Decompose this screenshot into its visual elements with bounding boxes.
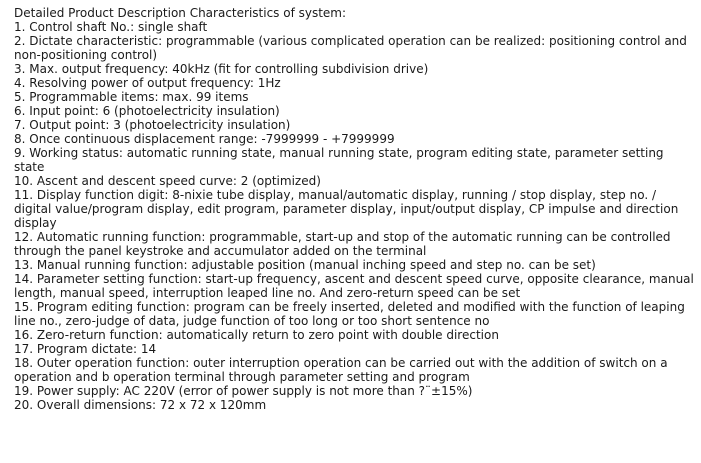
list-item-2: 2. Dictate characteristic: programmable (various complicated operation can be realized: positioning control and non-positioning control) <box>14 34 691 62</box>
list-item-6: 6. Input point: 6 (photoelectricity insulation) <box>14 104 280 118</box>
list-item-19: 19. Power supply: AC 220V (error of power supply is not more than ?¨±15%) <box>14 384 473 398</box>
list-item-9: 9. Working status: automatic running state, manual running state, program editing state, parameter setting state <box>14 146 668 174</box>
list-item-17: 17. Program dictate: 14 <box>14 342 157 356</box>
document-heading: Detailed Product Description Characteristics of system: <box>14 6 347 20</box>
list-item-16: 16. Zero-return function: automatically return to zero point with double direction <box>14 328 499 342</box>
list-item-12: 12. Automatic running function: programmable, start-up and stop of the automatic running can be controlled through the panel keystroke and accumulator added on the terminal <box>14 230 675 258</box>
list-item-13: 13. Manual running function: adjustable position (manual inching speed and step no. can be set) <box>14 258 596 272</box>
list-item-18: 18. Outer operation function: outer interruption operation can be carried out with the addition of switch on a operation and b operation terminal through parameter setting and program <box>14 356 672 384</box>
list-item-8: 8. Once continuous displacement range: -7999999 - +7999999 <box>14 132 395 146</box>
list-item-1: 1. Control shaft No.: single shaft <box>14 20 208 34</box>
list-item-4: 4. Resolving power of output frequency: 1Hz <box>14 76 281 90</box>
product-description <box>14 6 698 412</box>
list-item-11: 11. Display function digit: 8-nixie tube display, manual/automatic display, running / stop display, step no. / digital value/program display, edit program, parameter display, input/output display, CP impulse and direction display <box>14 188 683 230</box>
list-item-10: 10. Ascent and descent speed curve: 2 (optimized) <box>14 174 321 188</box>
list-item-20: 20. Overall dimensions: 72 x 72 x 120mm <box>14 398 267 412</box>
list-item-5: 5. Programmable items: max. 99 items <box>14 90 249 104</box>
list-item-7: 7. Output point: 3 (photoelectricity insulation) <box>14 118 291 132</box>
list-item-14: 14. Parameter setting function: start-up frequency, ascent and descent speed curve, opposite clearance, manual length, manual speed, interruption leaped line no. And zero-return speed can be set <box>14 272 698 300</box>
list-item-3: 3. Max. output frequency: 40kHz (fit for controlling subdivision drive) <box>14 62 429 76</box>
list-item-15: 15. Program editing function: program can be freely inserted, deleted and modified with the function of leaping line no., zero-judge of data, judge function of too long or too short sentence no <box>14 300 689 328</box>
